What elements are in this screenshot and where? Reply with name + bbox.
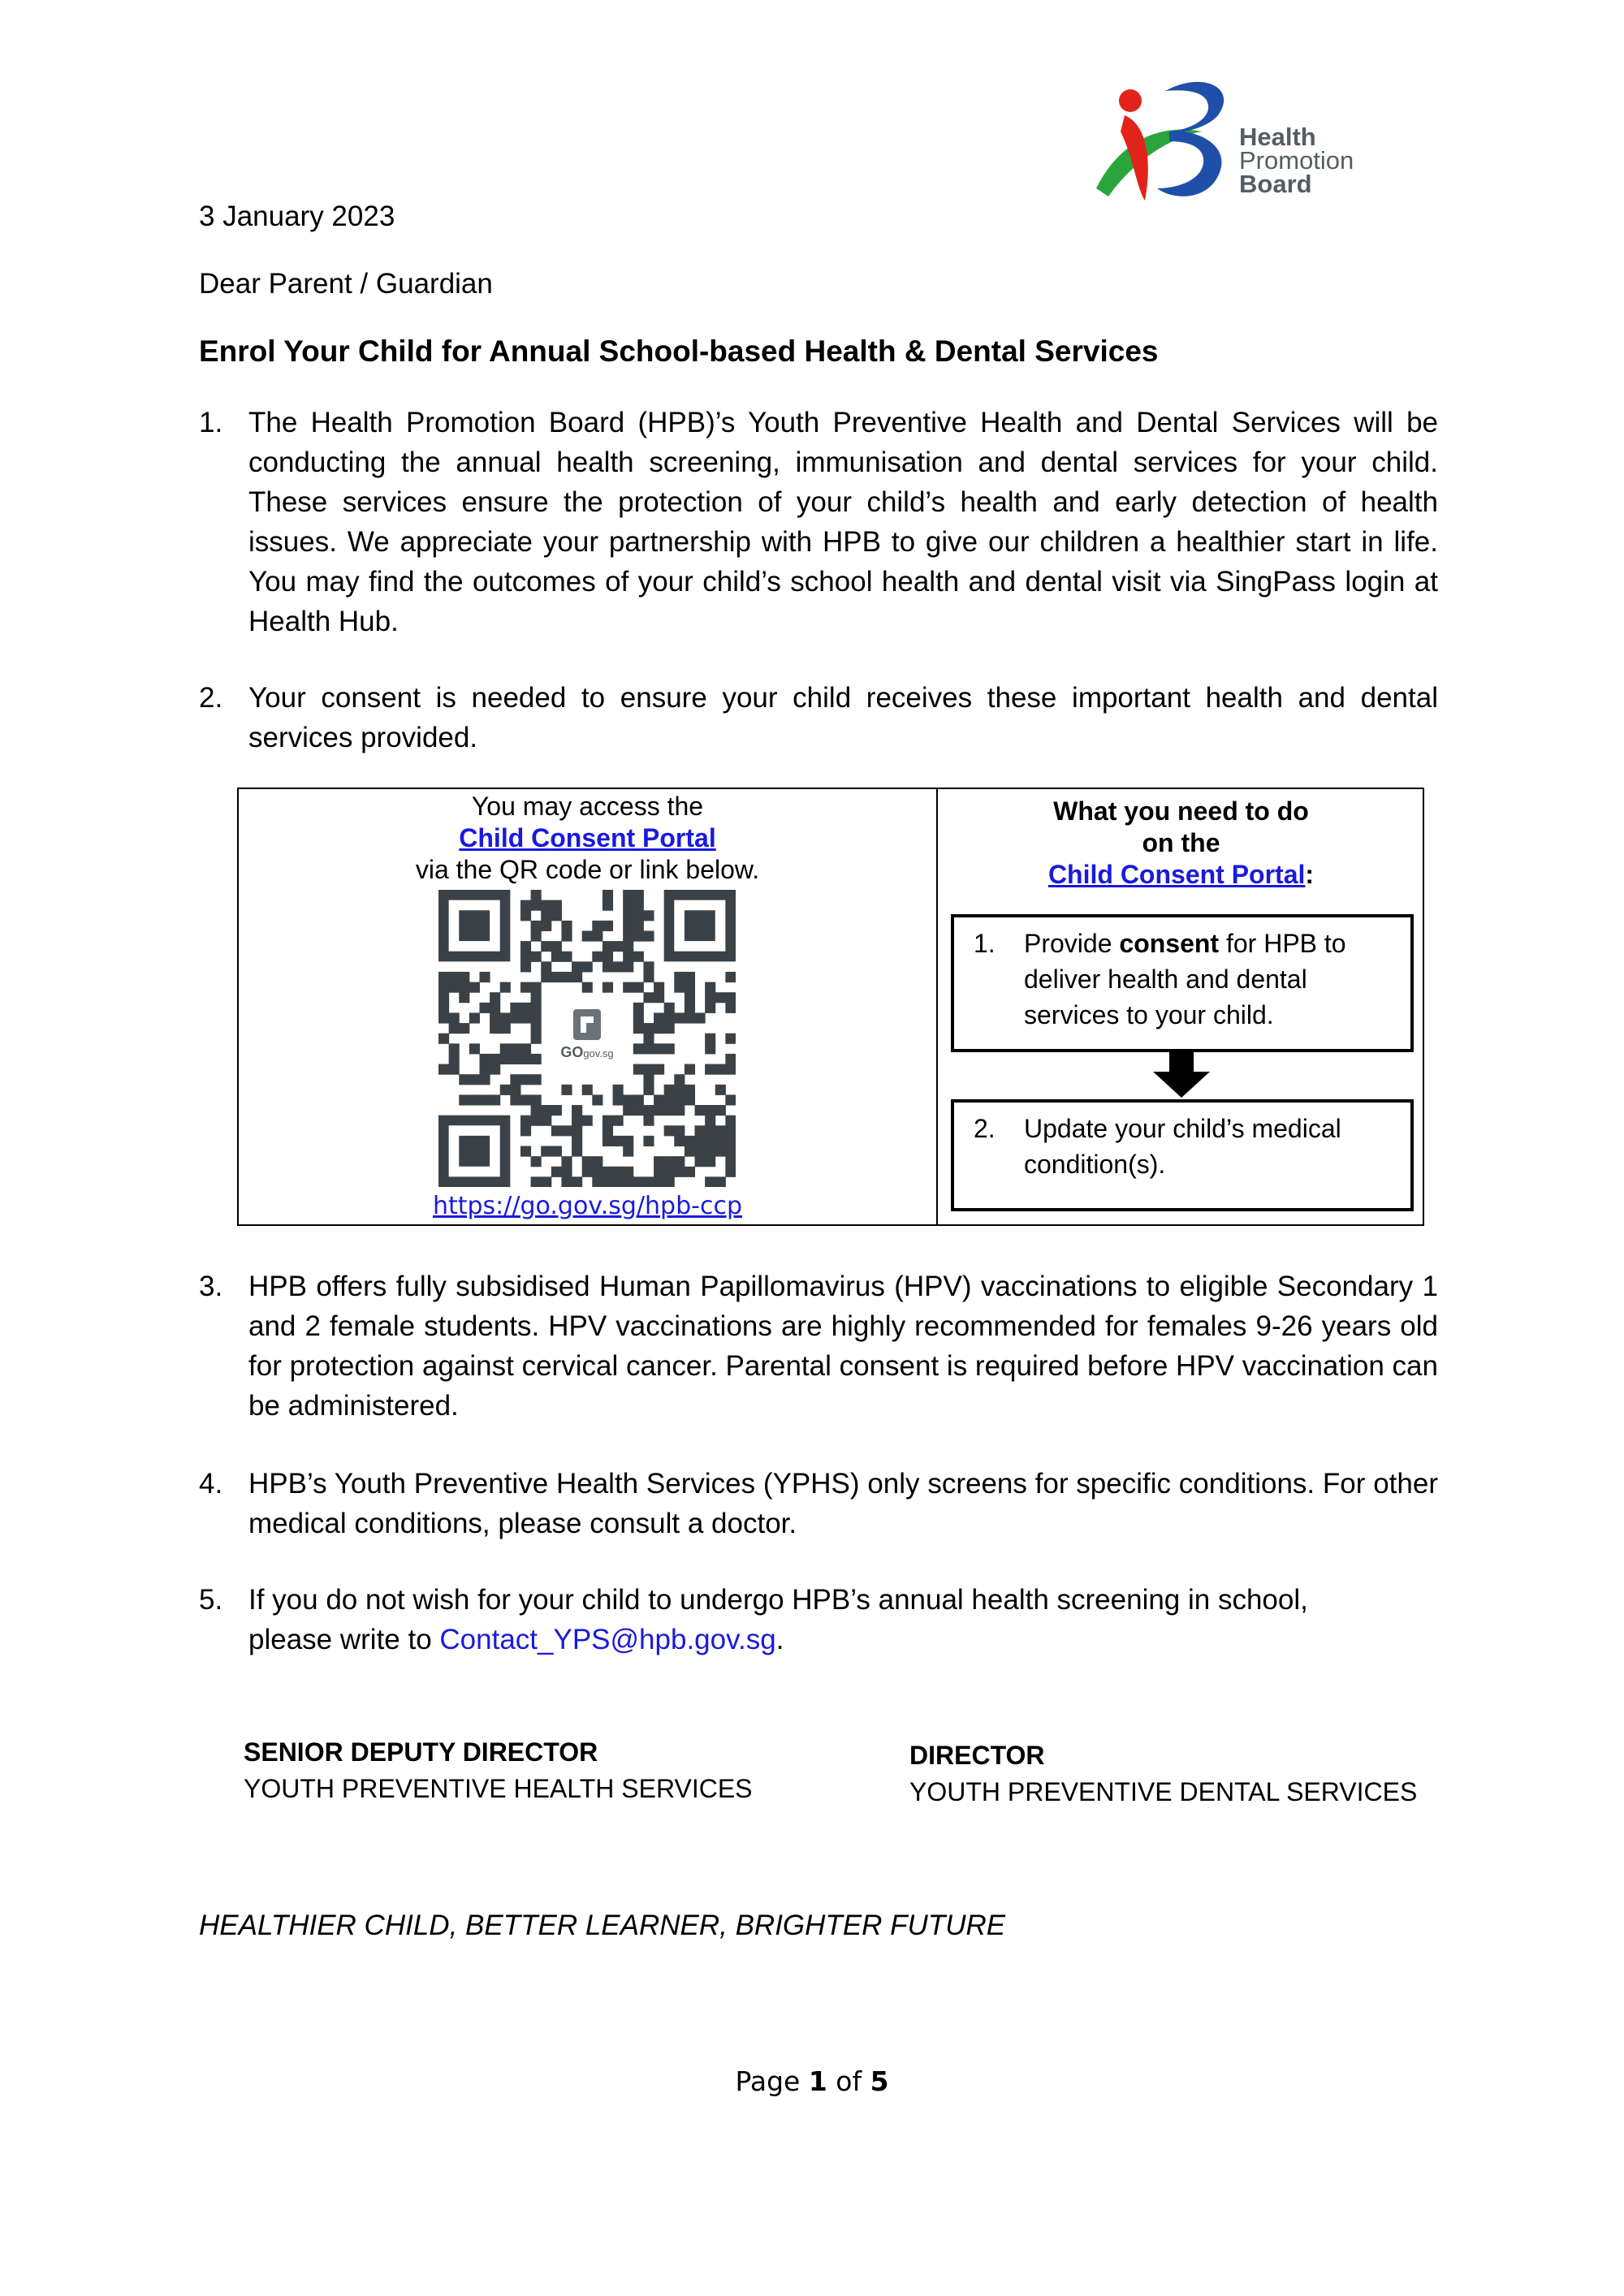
paragraph-number: 2. [199,682,223,714]
qr-code[interactable] [438,890,736,1187]
step-1-box [951,914,1414,1052]
child-consent-portal-link-2[interactable]: Child Consent Portal [1047,860,1306,889]
paragraph-4 [199,1464,1438,1543]
signatory-department: YOUTH PREVENTIVE HEALTH SERVICES [244,1774,753,1803]
paragraph-number: 5. [199,1584,223,1616]
paragraph-2 [199,678,1438,757]
paragraph-5 [199,1580,1438,1659]
signature-block-left [244,1734,753,1807]
signatory-department: YOUTH PREVENTIVE DENTAL SERVICES [909,1777,1418,1806]
logo-line-1: Health [1239,123,1316,151]
paragraph-number: 1. [199,407,223,438]
consent-info-table [237,788,1424,1226]
paragraph-text: HPB’s Youth Preventive Health Services (YPHS) only screens for specific conditions. For other medical conditions, please consult a doctor. [248,1468,1438,1539]
step-number: 1. [974,929,996,958]
gov-sg-badge-icon [546,998,628,1079]
instructions-cell [938,789,1424,1179]
slogan: HEALTHIER CHILD, BETTER LEARNER, BRIGHTER FUTURE [199,1910,1006,1941]
step-2-box [951,1099,1414,1211]
letter-title: Enrol Your Child for Annual School-based Health & Dental Services [199,334,1159,368]
paragraph-1 [199,403,1438,641]
colon: : [1305,860,1315,889]
child-consent-portal-link[interactable]: Child Consent Portal [459,823,716,852]
signatory-title: SENIOR DEPUTY DIRECTOR [244,1737,598,1767]
logo-line-2: Promotion [1239,146,1354,175]
go-logo-icon [573,1009,601,1040]
paragraph-text: HPB offers fully subsidised Human Papillomavirus (HPV) vaccinations to eligible Secondary 1 and 2 female students. HPV vaccinations are highly recommended for females 9-26 years old for protection against cervical cancer. Parental consent is required before HPV vaccination can be administered. [248,1271,1438,1422]
logo-line-3: Board [1239,170,1312,198]
signature-block-right [909,1737,1417,1810]
arrow-down-icon [1153,1051,1210,1099]
access-via-text: via the QR code or link below. [415,855,760,884]
page-number: Page 1 of 5 [735,2065,889,2097]
qr-access-cell [239,789,936,1220]
gov-sg-label: gov.sg [583,1047,614,1060]
portal-url-link[interactable]: https://go.gov.sg/hpb-ccp [432,1192,743,1220]
paragraph-line: If you do not wish for your child to undergo HPB’s annual health screening in school, [248,1584,1308,1616]
paragraph-number: 4. [199,1468,223,1500]
instructions-title: What you need to do [1053,796,1309,826]
paragraph-number: 3. [199,1271,223,1302]
step-1-text: Provide consent for HPB to deliver health and dental services to your child. [1024,929,1346,1029]
paragraph-text: If you do not wish for your child to undergo HPB’s annual health screening in school, please write to Contact_YPS@hpb.gov.sg. [248,1580,1438,1659]
go-label: GO [560,1044,584,1060]
contact-email-link[interactable]: Contact_YPS@hpb.gov.sg [439,1624,776,1655]
paragraph-line: please write to [248,1624,440,1655]
letter-date: 3 January 2023 [199,201,395,232]
access-intro-text: You may access the [471,792,704,821]
paragraph-text: Your consent is needed to ensure your child receives these important health and dental services provided. [248,682,1438,753]
hpb-logo-mark [1088,67,1242,213]
instructions-title-2: on the [1142,828,1220,857]
hpb-logo [1088,67,1380,213]
salutation: Dear Parent / Guardian [199,268,493,300]
step-2-text: Update your child’s medical condition(s). [1024,1114,1341,1179]
paragraph-text: The Health Promotion Board (HPB)’s Youth Preventive Health and Dental Services will be conducting the annual health screening, immunisation and dental services for your child. These services ensure the protection of your child’s health and early detection of health issues. We appreciate your partnership with HPB to give our children a healthier start in life. You may find the outcomes of your child’s school health and dental visit via SingPass login at Health Hub. [248,407,1438,637]
step-number: 2. [974,1114,996,1143]
signatory-title: DIRECTOR [909,1741,1045,1770]
paragraph-3 [199,1267,1438,1426]
